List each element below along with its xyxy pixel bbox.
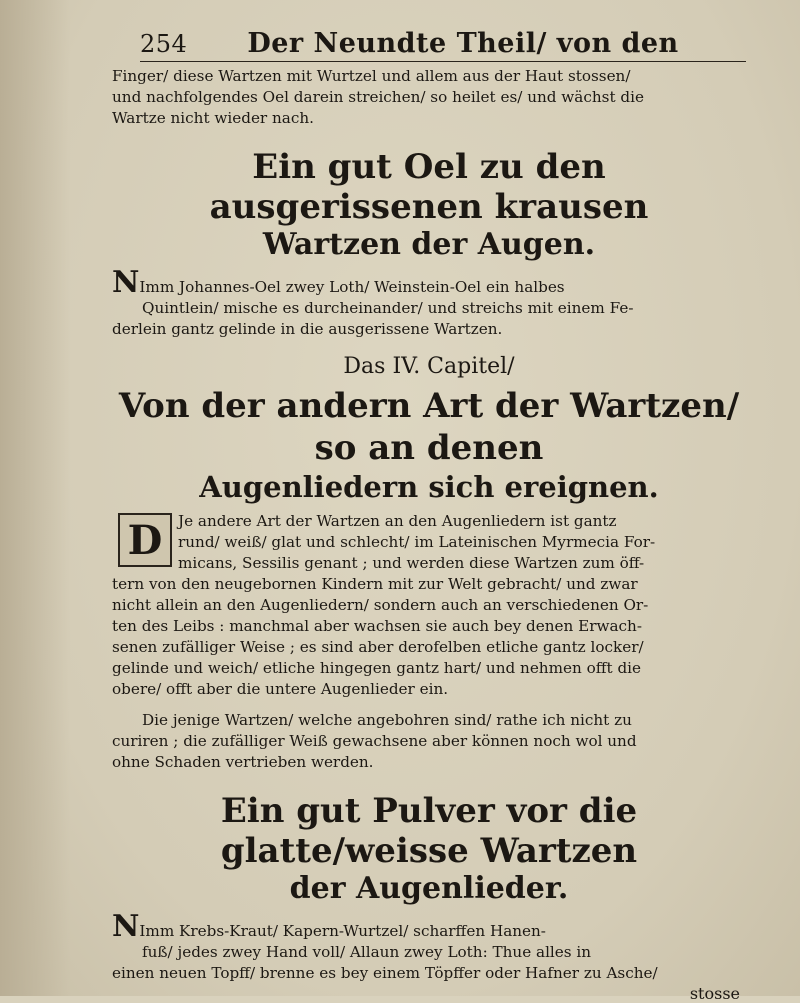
- text-line: und nachfolgendes Oel darein streichen/ so heilet es/ und wächst die: [112, 88, 644, 106]
- text-line: tern von den neugebornen Kindern mit zur Welt gebracht/ und zwar: [112, 575, 638, 593]
- text-line: einen neuen Topff/ brenne es bey einem Töpffer oder Hafner zu Asche/: [112, 964, 658, 982]
- text-line: gelinde und weich/ etliche hingegen gantz hart/ und nehmen offt die: [112, 659, 642, 677]
- text-line: nicht allein an den Augenliedern/ sondern auch an verschiedenen Or-: [112, 596, 649, 614]
- text-line: curiren ; die zufälliger Weiß gewachsene aber können noch wol und: [112, 732, 637, 750]
- decorated-initial: D: [118, 513, 172, 567]
- text-line: Finger/ diese Wartzen mit Wurtzel und allem aus der Haut stossen/: [112, 67, 631, 85]
- intro-paragraph: [112, 66, 746, 129]
- chapter-title-line2: Augenliedern sich ereignen.: [199, 470, 659, 504]
- recipe-powder-paragraph: [112, 909, 746, 984]
- text-line: senen zufälliger Weise ; es sind aber derofelben etliche gantz locker/: [112, 638, 644, 656]
- text-line: NImm Johannes-Oel zwey Loth/ Weinstein-Oel ein halbes: [112, 265, 565, 300]
- text-line: ohne Schaden vertrieben werden.: [112, 753, 374, 771]
- text-line: derlein gantz gelinde in die ausgerissene Wartzen.: [112, 320, 503, 338]
- initial-letter: N: [112, 909, 140, 944]
- heading-powder-line2: der Augenlieder.: [289, 871, 569, 906]
- page-number: 254: [140, 30, 188, 58]
- text-line: NImm Krebs-Kraut/ Kapern-Wurtzel/ scharffen Hanen-: [112, 909, 546, 944]
- chapter-title-line1: Von der andern Art der Wartzen/ so an denen: [118, 386, 740, 468]
- heading-powder-line1: Ein gut Pulver vor die glatte/weisse Wartzen: [220, 791, 638, 871]
- text-line: obere/ offt aber die untere Augenlieder ein.: [112, 680, 449, 698]
- running-header: [140, 28, 746, 62]
- heading-oil-line1: Ein gut Oel zu den ausgerissenen krausen: [209, 147, 649, 227]
- main-paragraph: [112, 511, 746, 700]
- catchword: stosse: [689, 984, 740, 1003]
- heading-oil-line2: Wartzen der Augen.: [262, 227, 596, 262]
- running-title: Der Neundte Theil/ von den: [247, 28, 679, 59]
- text-line: Quintlein/ mische es durcheinander/ und streichs mit einem Fe-: [142, 299, 634, 317]
- text-line: rund/ weiß/ glat und schlecht/ im Lateinischen Myrmecia For-: [178, 533, 656, 551]
- advice-paragraph: [112, 710, 746, 773]
- recipe-oil-paragraph: [112, 265, 746, 340]
- text-line: Die jenige Wartzen/ welche angebohren sind/ rathe ich nicht zu: [142, 711, 632, 729]
- text-line: micans, Sessilis genant ; und werden diese Wartzen zum öff-: [178, 554, 645, 572]
- text-line: fuß/ jedes zwey Hand voll/ Allaun zwey Loth: Thue alles in: [142, 943, 592, 961]
- page-gutter-shadow: [0, 0, 70, 996]
- text-line: Je andere Art der Wartzen an den Augenliedern ist gantz: [178, 512, 617, 530]
- text-line: Wartze nicht wieder nach.: [112, 109, 314, 127]
- chapter-label: Das IV. Capitel/: [343, 354, 515, 379]
- initial-letter: N: [112, 265, 140, 300]
- text-line: ten des Leibs : manchmal aber wachsen sie auch bey denen Erwach-: [112, 617, 642, 635]
